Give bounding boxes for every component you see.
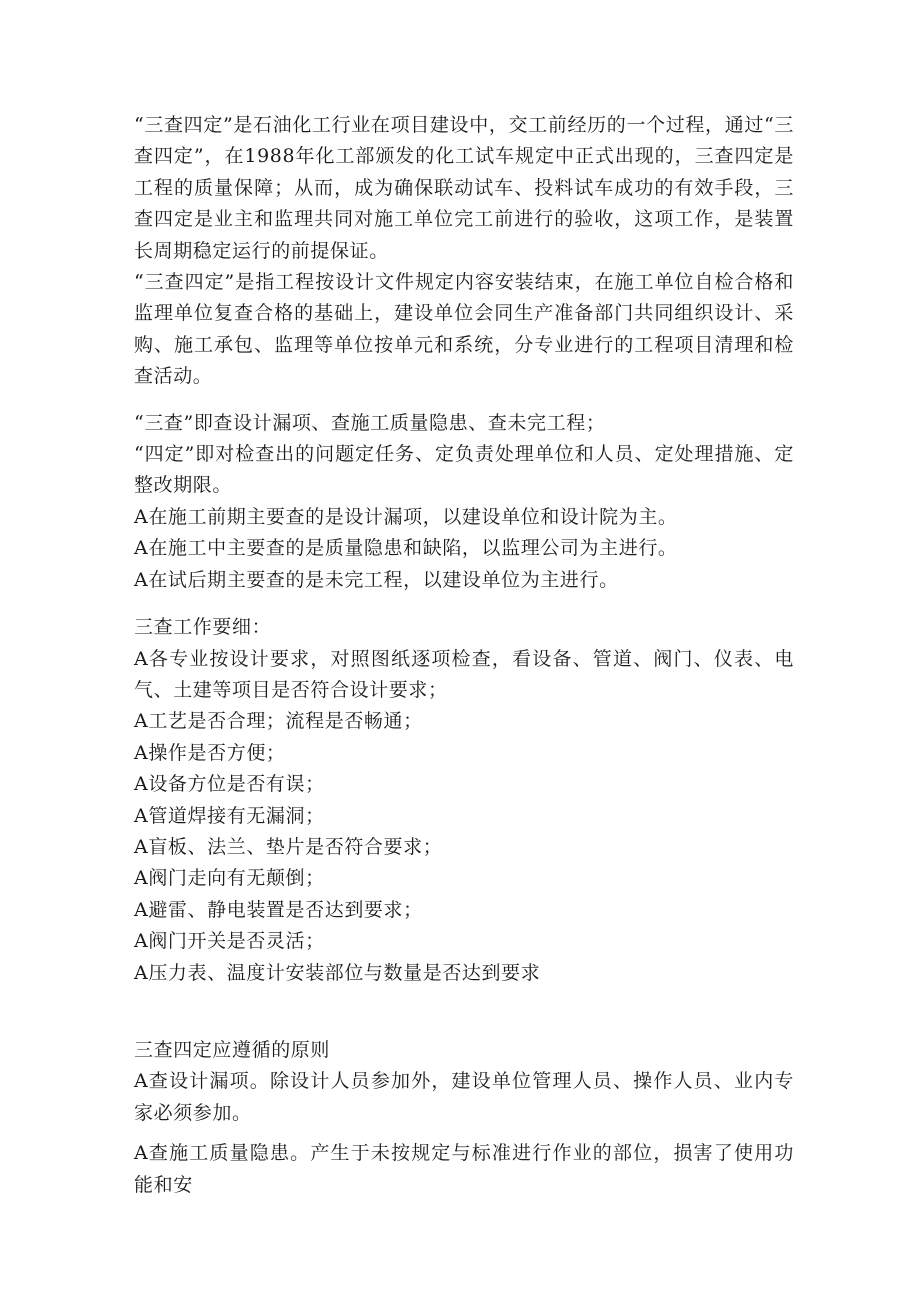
work-section-title: 三查工作要细： — [134, 616, 272, 639]
phase-item-1: A在施工前期主要查的是设计漏项，以建设单位和设计院为主。 — [134, 505, 678, 528]
work-item: A阀门开关是否灵活； — [134, 930, 325, 953]
phase-item-2: A在施工中主要查的是质量隐患和缺陷，以监理公司为主进行。 — [134, 537, 678, 560]
work-item: A阀门走向有无颠倒； — [134, 867, 325, 890]
san-cha-definition: “三查”即查设计漏项、查施工质量隐患、查未完工程； — [134, 411, 606, 434]
spacer — [134, 989, 794, 1035]
work-item: A操作是否方便； — [134, 741, 286, 764]
principles-section-title: 三查四定应遵循的原则 — [134, 1038, 331, 1061]
work-item: A管道焊接有无漏洞； — [134, 804, 325, 827]
intro-paragraph-2: “三查四定”是指工程按设计文件规定内容安装结束，在施工单位自检合格和监理单位复查合格的基础上，建设单位会同生产准备部门共同组织设计、采购、施工承包、监理等单位按单元和系统，分专业进行的工程项目清理和检查活动。 — [134, 271, 794, 388]
spacer — [134, 1129, 794, 1138]
work-item: A工艺是否合理；流程是否畅通； — [134, 710, 423, 733]
phase-item-3: A在试后期主要查的是未完工程，以建设单位为主进行。 — [134, 568, 619, 591]
work-item: A压力表、温度计安装部位与数量是否达到要求 — [134, 961, 541, 984]
work-item: A设备方位是否有误； — [134, 773, 325, 796]
si-ding-definition: “四定”即对检查出的问题定任务、定负责处理单位和人员、定处理措施、定整改期限。 — [134, 443, 794, 497]
work-item: A避雷、静电装置是否达到要求； — [134, 898, 423, 921]
intro-paragraph-1: “三查四定”是石油化工行业在项目建设中，交工前经历的一个过程，通过“三查四定”，在1988年化工部颁发的化工试车规定中正式出现的，三查四定是工程的质量保障；从而，成为确保联动试车、投料试车成功的有效手段，三查四定是业主和监理共同对施工单位完工前进行的验收，这项工作，是装置长周期稳定运行的前提保证。 — [134, 114, 794, 262]
document-page — [134, 110, 794, 1201]
work-item: A盲板、法兰、垫片是否符合要求； — [134, 835, 443, 858]
spacer — [134, 393, 794, 408]
principle-item-2: A查施工质量隐患。产生于未按规定与标准进行作业的部位，损害了使用功能和安 — [134, 1142, 794, 1196]
principle-item-1: A查设计漏项。除设计人员参加外，建设单位管理人员、操作人员、业内专家必须参加。 — [134, 1070, 794, 1124]
spacer — [134, 596, 794, 612]
work-item: A各专业按设计要求，对照图纸逐项检查，看设备、管道、阀门、仪表、电气、土建等项目是否符合设计要求； — [134, 647, 794, 701]
